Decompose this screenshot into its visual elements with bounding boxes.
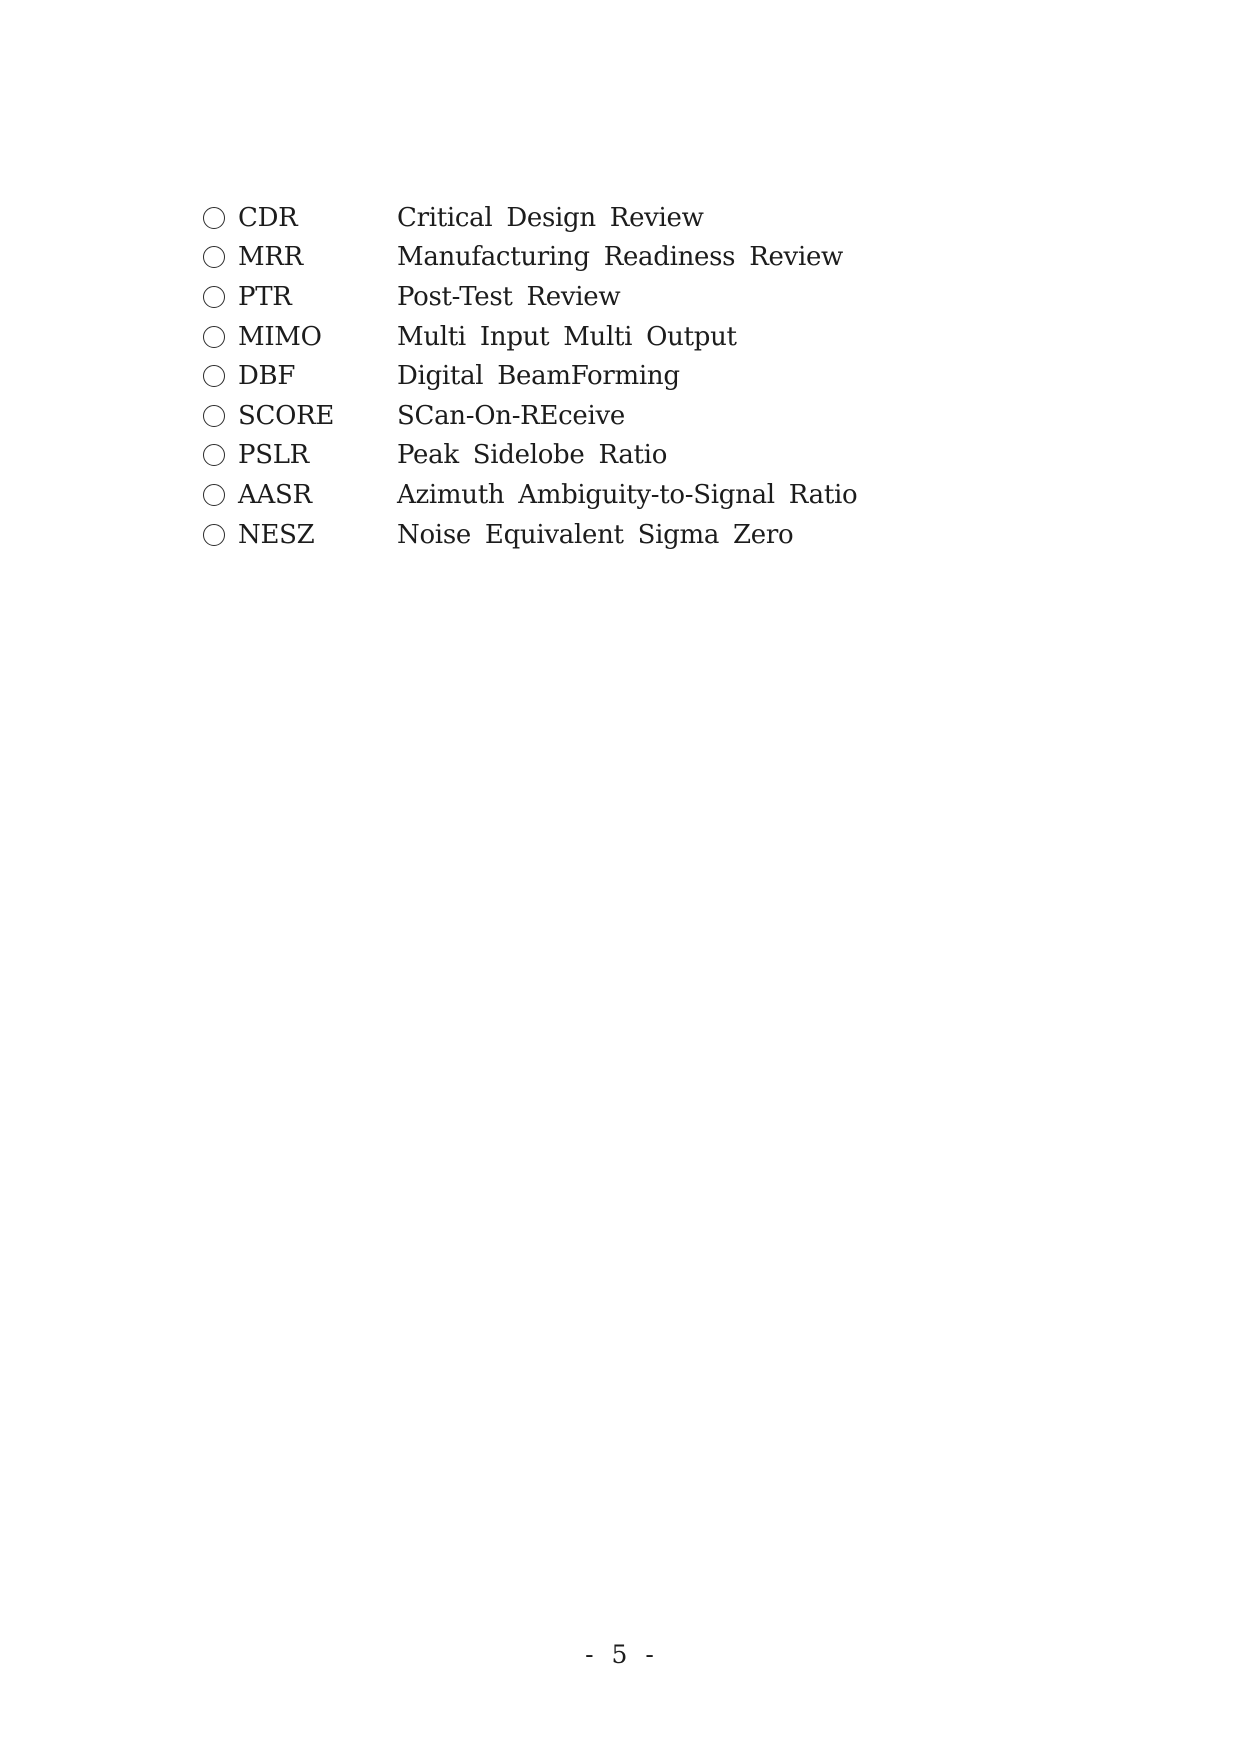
definition-label: Multi Input Multi Output xyxy=(397,321,737,352)
circle-bullet-icon xyxy=(203,405,225,427)
acronym-label: CDR xyxy=(238,202,298,233)
acronym-label: PTR xyxy=(238,281,292,312)
circle-bullet-icon xyxy=(203,286,225,308)
definition-label: Digital BeamForming xyxy=(397,361,680,392)
definition-label: Post-Test Review xyxy=(397,281,621,312)
definition-label: Peak Sidelobe Ratio xyxy=(397,440,668,471)
acronym-label: MIMO xyxy=(238,321,322,352)
acronym-label: PSLR xyxy=(238,440,309,471)
circle-bullet-icon xyxy=(203,246,225,268)
list-item xyxy=(203,198,857,238)
definition-label: Noise Equivalent Sigma Zero xyxy=(397,519,794,550)
definition-label: Azimuth Ambiguity-to-Signal Ratio xyxy=(397,479,858,510)
circle-bullet-icon xyxy=(203,524,225,546)
definition-label: SCan-On-REceive xyxy=(397,400,625,431)
list-item xyxy=(203,356,857,396)
list-item xyxy=(203,277,857,317)
list-item xyxy=(203,475,857,515)
list-item xyxy=(203,515,857,555)
circle-bullet-icon xyxy=(203,326,225,348)
definition-label: Manufacturing Readiness Review xyxy=(397,242,844,273)
acronym-label: AASR xyxy=(238,479,312,510)
list-item xyxy=(203,317,857,357)
circle-bullet-icon xyxy=(203,484,225,506)
circle-bullet-icon xyxy=(203,207,225,229)
acronym-label: NESZ xyxy=(238,519,315,550)
circle-bullet-icon xyxy=(203,444,225,466)
list-item xyxy=(203,238,857,278)
acronym-label: DBF xyxy=(238,361,296,392)
circle-bullet-icon xyxy=(203,365,225,387)
acronym-list xyxy=(203,198,857,554)
acronym-label: SCORE xyxy=(238,400,335,431)
list-item xyxy=(203,396,857,436)
list-item xyxy=(203,436,857,476)
definition-label: Critical Design Review xyxy=(397,202,704,233)
page-number: - 5 - xyxy=(585,1640,655,1669)
acronym-label: MRR xyxy=(238,242,303,273)
